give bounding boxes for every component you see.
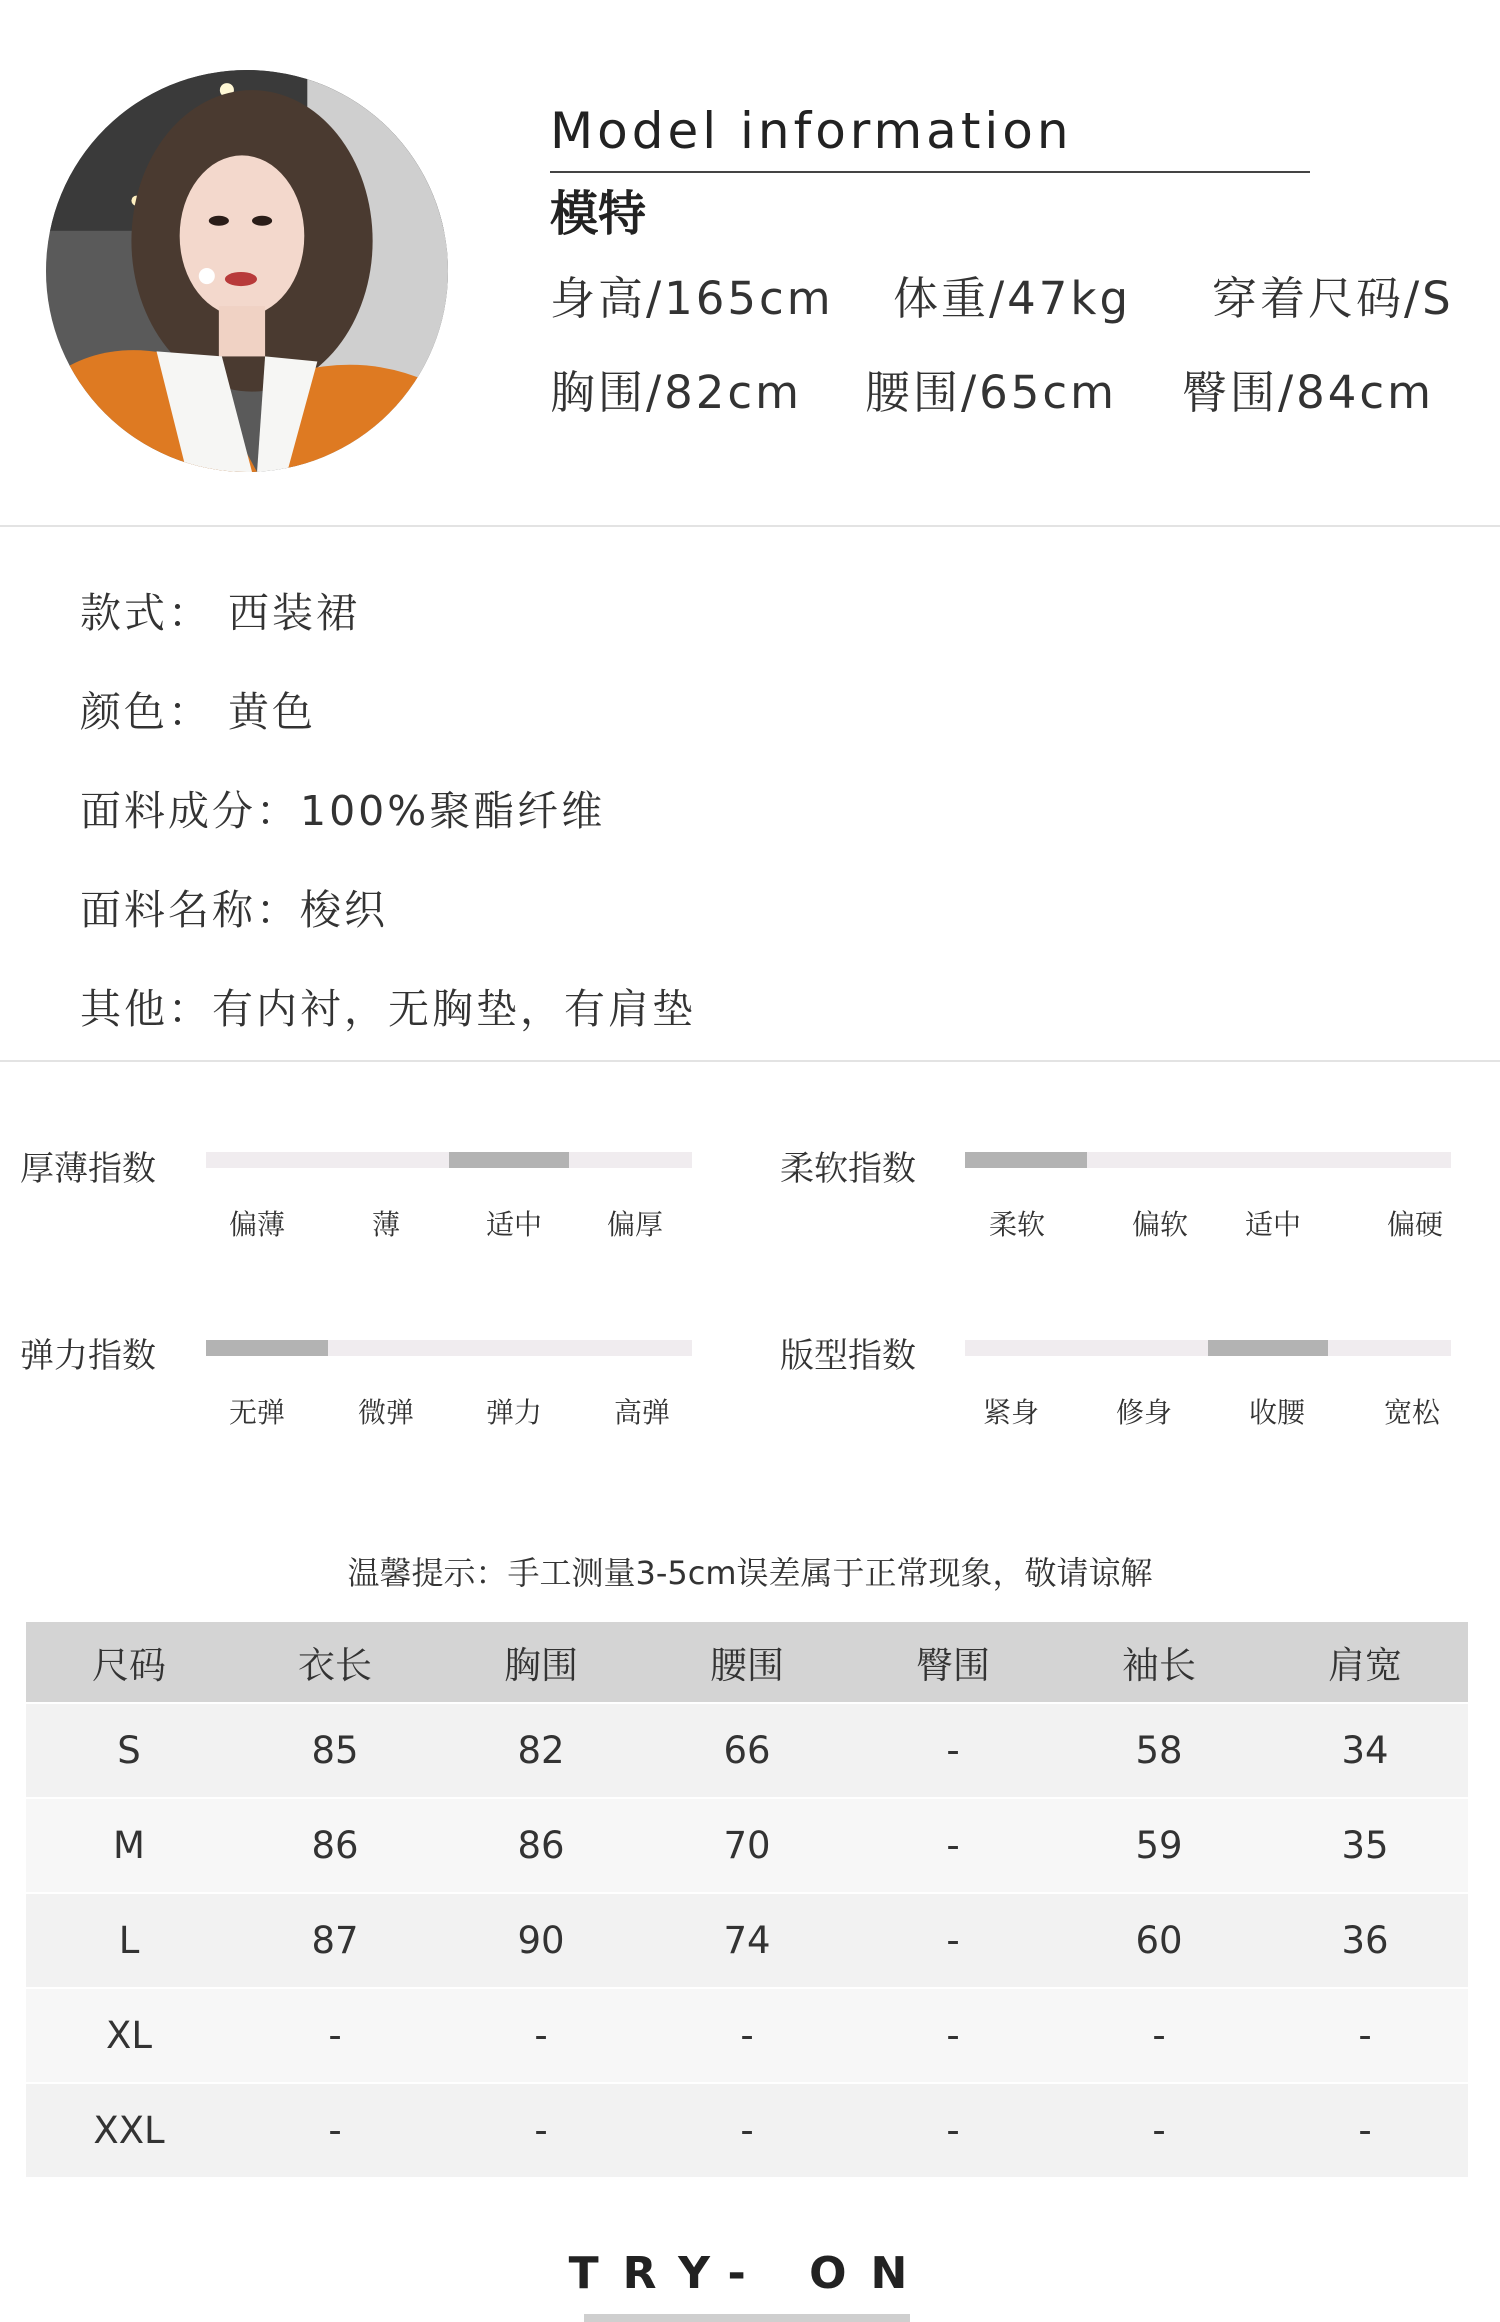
title-divider: [550, 171, 1310, 173]
index-option: 弹力: [485, 1396, 543, 1429]
stat-weight: 体重/47kg: [893, 272, 1132, 325]
model-info-section: [0, 0, 1500, 526]
table-cell: -: [232, 1988, 438, 2083]
index-option: 修身: [1115, 1396, 1173, 1429]
attr-fabric-name: 面料名称：梭织: [80, 886, 388, 934]
size-table: [26, 1622, 1468, 2177]
table-cell: 85: [232, 1703, 438, 1798]
table-cell: 82: [438, 1703, 644, 1798]
stat-bust: 胸围/82cm: [550, 366, 802, 419]
table-header-row: [26, 1622, 1468, 1703]
index-bar-fill: [1208, 1340, 1328, 1356]
table-cell: 70: [644, 1798, 850, 1893]
table-cell: 90: [438, 1893, 644, 1988]
col-header-shoulder: 肩宽: [1262, 1622, 1468, 1703]
index-bar-fill: [449, 1152, 569, 1168]
table-cell: XL: [26, 1988, 232, 2083]
index-bar-elasticity: [206, 1340, 692, 1356]
index-option: 紧身: [982, 1396, 1040, 1429]
index-option: 薄: [371, 1208, 401, 1241]
attr-other: 其他：有内衬，无胸垫，有肩垫: [80, 985, 696, 1033]
col-header-bust: 胸围: [438, 1622, 644, 1703]
index-option: 宽松: [1383, 1396, 1441, 1429]
index-option: 适中: [1244, 1208, 1302, 1241]
index-bar-thickness: [206, 1152, 692, 1168]
table-cell: -: [644, 2083, 850, 2177]
table-cell: 86: [438, 1798, 644, 1893]
stat-hip: 臀围/84cm: [1182, 366, 1434, 419]
table-cell: -: [1262, 1988, 1468, 2083]
table-row: [26, 1893, 1468, 1988]
table-cell: 36: [1262, 1893, 1468, 1988]
table-cell: 87: [232, 1893, 438, 1988]
col-header-length: 衣长: [232, 1622, 438, 1703]
table-cell: -: [850, 1988, 1056, 2083]
stat-size-worn: 穿着尺码/S: [1212, 272, 1454, 325]
model-photo: [46, 70, 448, 472]
section-divider: [0, 1060, 1500, 1062]
index-option: 偏硬: [1386, 1208, 1444, 1241]
index-name-softness: 柔软指数: [780, 1149, 916, 1189]
table-cell: 60: [1056, 1893, 1262, 1988]
table-cell: -: [438, 1988, 644, 2083]
index-option: 柔软: [988, 1208, 1046, 1241]
index-name-thickness: 厚薄指数: [20, 1149, 156, 1189]
table-cell: -: [850, 1893, 1056, 1988]
table-cell: L: [26, 1893, 232, 1988]
table-cell: -: [644, 1988, 850, 2083]
section-divider: [0, 525, 1500, 527]
index-option: 无弹: [228, 1396, 286, 1429]
try-on-heading: TRY- ON: [568, 2248, 932, 2299]
index-name-fit: 版型指数: [780, 1336, 916, 1376]
table-cell: 35: [1262, 1798, 1468, 1893]
attr-style: 款式： 西装裙: [80, 589, 361, 637]
index-bar-fill: [206, 1340, 328, 1356]
model-info-title: Model information: [550, 102, 1073, 160]
table-cell: 59: [1056, 1798, 1262, 1893]
table-cell: -: [850, 1798, 1056, 1893]
index-bar-fit: [965, 1340, 1451, 1356]
table-cell: -: [1056, 1988, 1262, 2083]
index-bar-softness: [965, 1152, 1451, 1168]
attr-fabric-composition: 面料成分：100%聚酯纤维: [80, 787, 606, 835]
table-row: [26, 1988, 1468, 2083]
table-cell: -: [232, 2083, 438, 2177]
table-cell: -: [1056, 2083, 1262, 2177]
index-option: 偏薄: [228, 1208, 286, 1241]
index-option: 偏厚: [606, 1208, 664, 1241]
table-cell: -: [1262, 2083, 1468, 2177]
table-cell: -: [438, 2083, 644, 2177]
model-subtitle: 模特: [550, 186, 647, 242]
model-avatar: [46, 70, 448, 472]
index-bar-fill: [965, 1152, 1087, 1168]
table-cell: 34: [1262, 1703, 1468, 1798]
table-row: [26, 1798, 1468, 1893]
table-cell: -: [850, 2083, 1056, 2177]
index-option: 高弹: [613, 1396, 671, 1429]
index-name-elasticity: 弹力指数: [20, 1336, 156, 1376]
index-option: 收腰: [1248, 1396, 1306, 1429]
col-header-size: 尺码: [26, 1622, 232, 1703]
table-cell: 66: [644, 1703, 850, 1798]
stat-height: 身高/165cm: [550, 272, 834, 325]
attr-color: 颜色： 黄色: [80, 688, 317, 736]
col-header-sleeve: 袖长: [1056, 1622, 1262, 1703]
table-row: [26, 1703, 1468, 1798]
table-cell: -: [850, 1703, 1056, 1798]
table-cell: XXL: [26, 2083, 232, 2177]
try-on-underline: [584, 2314, 910, 2322]
stat-waist: 腰围/65cm: [865, 366, 1117, 419]
table-cell: 86: [232, 1798, 438, 1893]
index-option: 微弹: [357, 1396, 415, 1429]
col-header-hip: 臀围: [850, 1622, 1056, 1703]
table-row: [26, 2083, 1468, 2177]
col-header-waist: 腰围: [644, 1622, 850, 1703]
table-cell: 58: [1056, 1703, 1262, 1798]
table-cell: 74: [644, 1893, 850, 1988]
index-option: 适中: [485, 1208, 543, 1241]
measurement-tip: 温馨提示：手工测量3-5cm误差属于正常现象，敬请谅解: [347, 1554, 1153, 1592]
table-cell: M: [26, 1798, 232, 1893]
index-option: 偏软: [1131, 1208, 1189, 1241]
table-cell: S: [26, 1703, 232, 1798]
